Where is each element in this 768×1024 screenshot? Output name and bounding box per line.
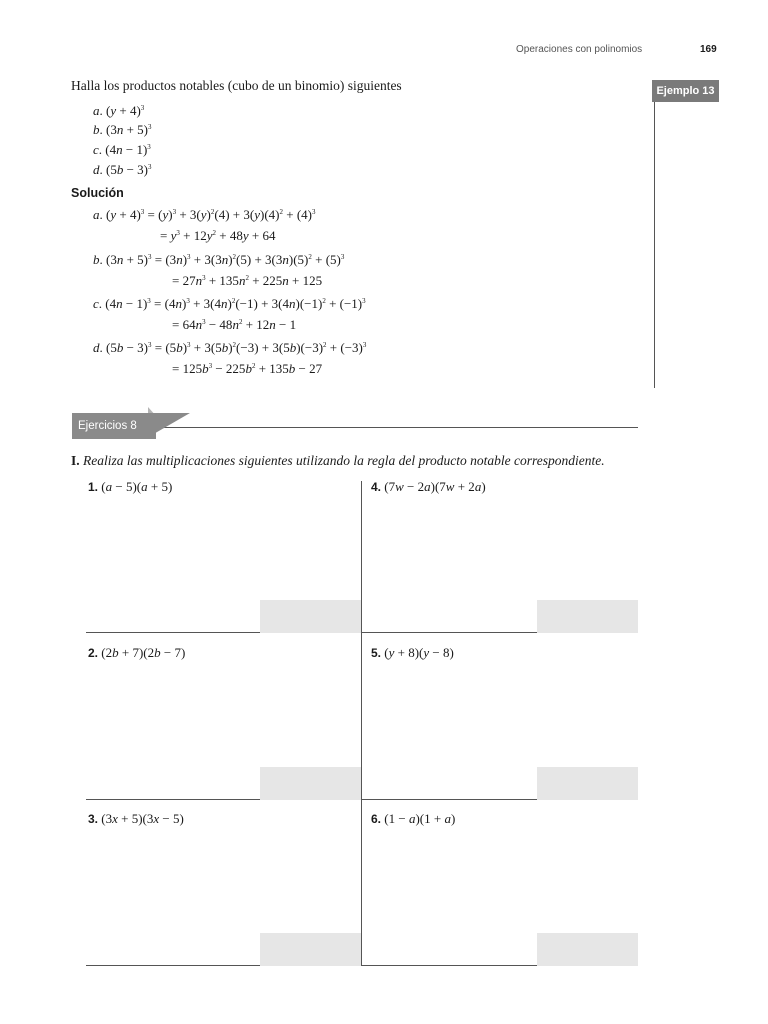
solution-heading: Solución [71, 186, 124, 200]
instruction-text: Realiza las multiplicaciones siguientes utilizando la regla del producto notable correspondiente. [83, 453, 605, 468]
ejercicios-banner: Ejercicios 8 [72, 413, 156, 439]
solution-a-line1: a. $(y + 4)^3 = (y)^3 + 3(y)^2(4) + 3(y)(4)^2 + (4)^3$ [93, 207, 316, 222]
example-item-b: b. $(3n + 5)^3$ [93, 122, 152, 137]
exercise-instruction [71, 453, 605, 469]
answer-box-1[interactable] [260, 600, 361, 633]
problem-2: 2. (2b + 7)(2b − 7) [88, 645, 186, 660]
solution-d-line2: = $125b^3 - 225b^2 + 135b - 27$ [172, 361, 323, 376]
example-item-d: d. $(5b - 3)^3$ [93, 162, 152, 177]
answer-box-3[interactable] [260, 933, 361, 966]
problem-6: 6. (1 − a)(1 + a) [371, 811, 456, 826]
answer-box-6[interactable] [537, 933, 638, 966]
ejemplo-tab: Ejemplo 13 [652, 80, 719, 102]
example-item-c: c. $(4n - 1)^3$ [93, 142, 151, 157]
solution-a-line2: = $y^3 + 12y^2 + 48y + 64$ [160, 228, 276, 243]
problem-5: 5. (y + 8)(y − 8) [371, 645, 454, 660]
answer-box-4[interactable] [537, 600, 638, 633]
instruction-number: I. [71, 453, 80, 468]
solution-c-line1: c. $(4n - 1)^3 = (4n)^3 + 3(4n)^2(-1) + 3(4n)(-1)^2 + (-1)^3$ [93, 296, 366, 311]
ejemplo-side-rule [654, 102, 655, 388]
example-intro: Halla los productos notables (cubo de un binomio) siguientes [71, 78, 402, 93]
grid-divider-vertical [361, 481, 362, 966]
answer-box-5[interactable] [537, 767, 638, 800]
solution-d-line1: d. $(5b - 3)^3 = (5b)^3 + 3(5b)^2(-3) + 3(5b)(-3)^2 + (-3)^3$ [93, 340, 367, 355]
solution-b-line2: = $27n^3 + 135n^2 + 225n + 125$ [172, 273, 323, 288]
problem-3: 3. (3x + 5)(3x − 5) [88, 811, 184, 826]
answer-box-2[interactable] [260, 767, 361, 800]
running-header-title: Operaciones con polinomios [516, 44, 643, 55]
solution-b-line1: b. $(3n + 5)^3 = (3n)^3 + 3(3n)^2(5) + 3(3n)(5)^2 + (5)^3$ [93, 252, 345, 267]
solution-c-line2: = $64n^3 - 48n^2 + 12n - 1$ [172, 317, 297, 332]
page-number: 169 [700, 44, 717, 55]
example-item-a: a. $(y + 4)^3$ [93, 103, 145, 118]
problem-4: 4. (7w − 2a)(7w + 2a) [371, 479, 486, 494]
problem-1: 1. (a − 5)(a + 5) [88, 479, 173, 494]
